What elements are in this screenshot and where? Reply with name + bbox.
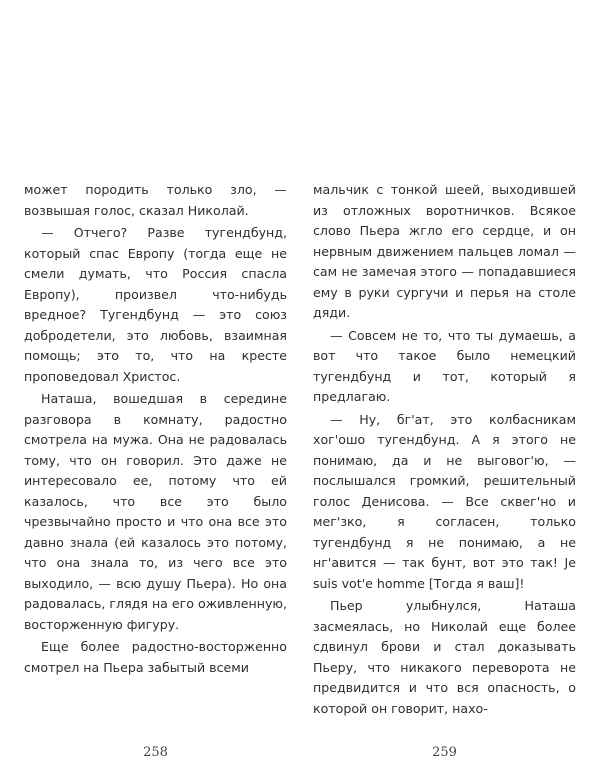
- left-page: [24, 180, 287, 760]
- left-page-text: [24, 180, 287, 678]
- paragraph: Наташа, вошедшая в середине разговора в комнату, радостно смотрела на мужа. Она не радовалась тому, что он говорил. Это даже не интересовало ее, потому что ей казалось, что все это было чрезвычайно просто и что она все это давно знала (ей казалось это потому, что она знала то, из чего все это выходило, — всю душу Пьера). Но она радовалась, глядя на его оживленную, восторженную фигуру.: [24, 391, 287, 632]
- paragraph: — Совсем не то, что ты думаешь, а вот что такое было немецкий тугендбунд и тот, который я предлагаю.: [313, 327, 576, 404]
- paragraph: Пьер улыбнулся, Наташа засмеялась, но Николай еще более сдвинул брови и стал доказывать Пьеру, что никакого переворота не предвидится и что вся опасность, о которой он говорит, нахо-: [313, 598, 576, 716]
- paragraph: Еще более радостно-восторженно смотрел на Пьера забытый всеми: [24, 639, 287, 675]
- right-page-text: [313, 180, 576, 719]
- paragraph: может породить только зло, — возвышая голос, сказал Николай.: [24, 182, 287, 218]
- page-number: 259: [432, 745, 457, 760]
- right-page: [313, 180, 576, 760]
- page-number: 258: [143, 745, 168, 760]
- paragraph: мальчик с тонкой шеей, выходившей из отложных воротничков. Всякое слово Пьера жгло его сердце, и он нервным движением пальцев ломал — сам не замечая этого — попадавшиеся ему в руки сургучи и перья на столе дяди.: [313, 182, 576, 320]
- paragraph: — Ну, бг'ат, это колбасникам хог'ошо тугендбунд. А я этого не понимаю, да и не выговог'ю, — послышался громкий, решительный голос Денисова. — Все сквег'но и мег'зко, я согласен, только тугендбунд я не понимаю, а не нг'авится — так бунт, вот это так! Je suis vot'e homme [Тогда я ваш]!: [313, 411, 576, 591]
- paragraph: — Отчего? Разве тугендбунд, который спас Европу (тогда еще не смели думать, что Россия спасла Европу), произвел что-нибудь вредное? Тугендбунд — это союз добродетели, это любовь, взаимная помощь; это то, что на кресте проповедовал Христос.: [24, 225, 287, 384]
